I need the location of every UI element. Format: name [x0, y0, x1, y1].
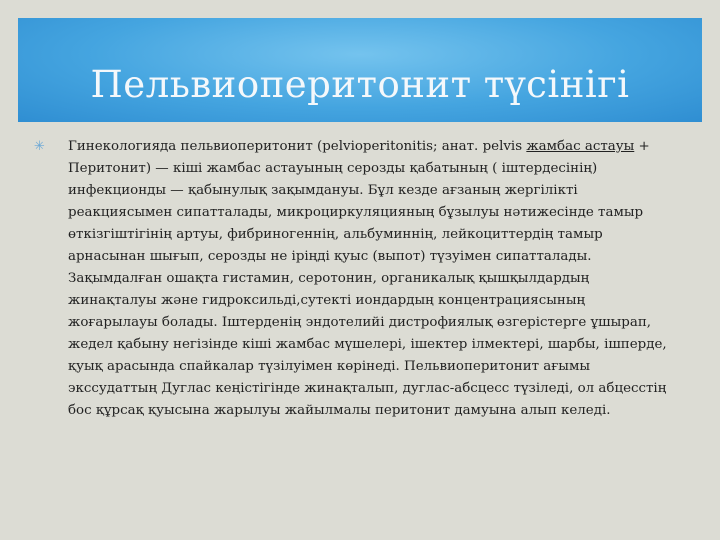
slide-title: Пельвиоперитонит түсінігі [90, 63, 630, 106]
slide-content [34, 136, 670, 422]
title-band [18, 18, 702, 122]
paragraph-text-rest: + Перитонит) — кіші жамбас астауының серозды қабатының ( іштердесінің) инфекционды — қабынулық зақымдануы. Бұл кезде ағзаның жергілікті реакциясымен сипатталады, микроциркуляцияның бұзылуы нәтижесінде тамыр өткізгіштігінің артуы, фибриногеннің, альбуминнің, лейкоциттердің тамыр арнасынан шығып, серозды не іріңді қуыс (выпот) түзуімен сипатталады. Зақымдалған ошақта гистамин, серотонин, органикалық қышқылдардың жинақталуы және гидроксильді,сутекті иондардың концентрациясының жоғарылауы болады. Іштерденің эндотелийі дистрофиялық өзгерістерге ұшырап, жедел қабыну негізінде кіші жамбас мүшелері, ішектер ілмектері, шарбы, ішперде, қуық арасында спайкалар түзілуімен көрінеді. Пельвиоперитонит ағымы экссудаттың Дуглас кеңістігінде жинақталып, дуглас-абсцесс түзіледі, ол абцесстің бос құрсақ қуысына жарылуы жайылмалы перитонит дамуына алып келеді. [68, 139, 667, 418]
paragraph-text-start: Гинекологияда пельвиоперитонит (pelvioperitonitis; анат. pelvis [68, 139, 527, 154]
body-paragraph [68, 136, 670, 422]
pelvis-link[interactable]: жамбас астауы [526, 139, 635, 154]
bullet-icon: ✳ [34, 139, 45, 154]
